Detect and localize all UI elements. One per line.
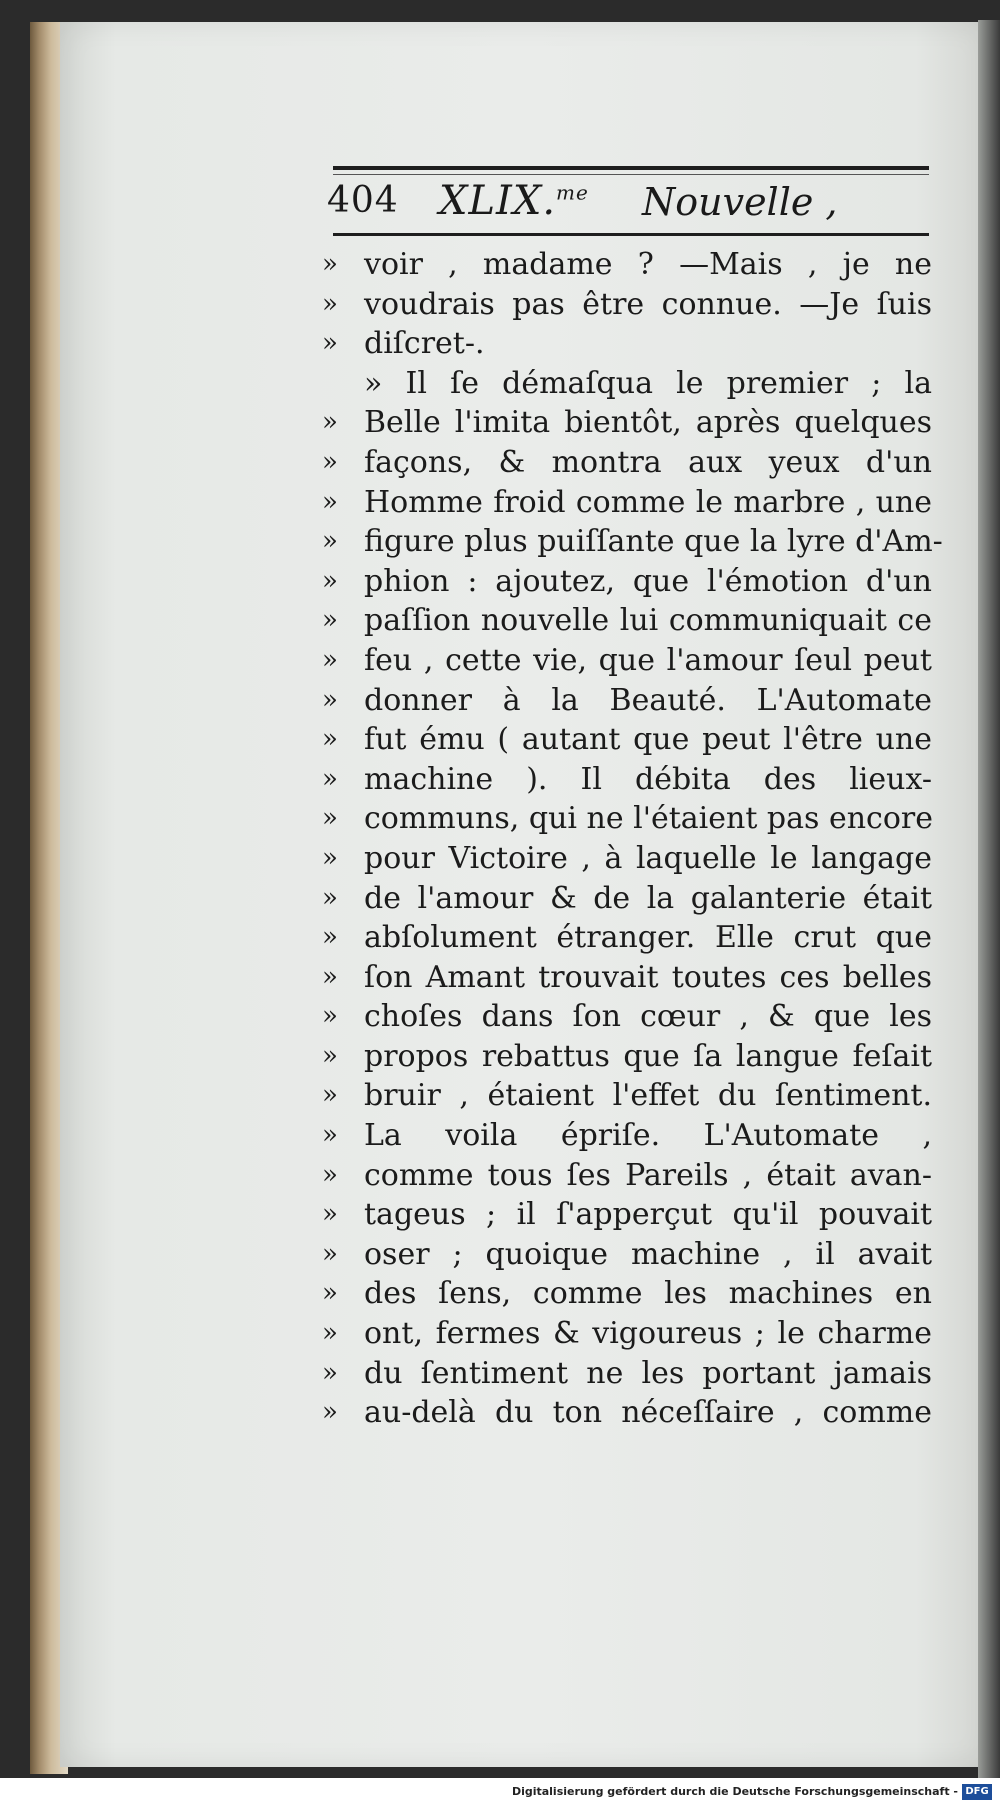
line-text: au-delà du ton néceſſaire , comme xyxy=(364,1395,932,1431)
guillemet-marker: » xyxy=(322,1397,338,1428)
line-text: fut ému ( autant que peut l'être une xyxy=(364,722,932,758)
guillemet-marker: » xyxy=(322,1278,338,1309)
guillemet-marker: » xyxy=(322,1159,338,1190)
guillemet-marker: » xyxy=(322,1001,338,1032)
text-line xyxy=(322,720,932,760)
text-line xyxy=(322,601,932,641)
header-rule-top xyxy=(333,166,929,170)
text-line xyxy=(322,879,932,919)
text-line xyxy=(322,799,932,839)
guillemet-marker: » xyxy=(322,526,338,557)
line-text: feu , cette vie, que l'amour ſeul peut xyxy=(364,642,932,678)
guillemet-marker: » xyxy=(322,486,338,517)
line-text: communs, qui ne l'étaient pas encore xyxy=(364,801,933,837)
line-text: bruir , étaient l'effet du ſentiment. xyxy=(364,1078,932,1114)
guillemet-marker: » xyxy=(322,922,338,953)
guillemet-marker: » xyxy=(322,446,338,477)
guillemet-marker: » xyxy=(322,407,338,438)
text-line xyxy=(322,522,943,562)
text-line xyxy=(322,403,932,443)
text-line xyxy=(322,760,932,800)
text-line xyxy=(322,1274,932,1314)
text-line xyxy=(322,364,932,404)
guillemet-marker: » xyxy=(322,1080,338,1111)
line-text: La voila épriſe. L'Automate , xyxy=(364,1118,932,1154)
text-line xyxy=(322,245,932,285)
text-line xyxy=(322,1156,932,1196)
line-text: oser ; quoique machine , il avait xyxy=(364,1236,932,1272)
footer-bar xyxy=(0,1781,1000,1809)
text-line xyxy=(322,958,932,998)
text-line xyxy=(322,1314,932,1354)
line-text: » Il ſe démaſqua le premier ; la xyxy=(364,365,932,401)
guillemet-marker: » xyxy=(322,724,338,755)
guillemet-marker: » xyxy=(322,644,338,675)
text-line xyxy=(322,1393,932,1433)
guillemet-marker: » xyxy=(322,763,338,794)
guillemet-marker: » xyxy=(322,684,338,715)
body-text xyxy=(322,245,943,1433)
header-word: Nouvelle , xyxy=(642,180,838,224)
line-text: abſolument étranger. Elle crut que xyxy=(364,920,932,956)
guillemet-marker: » xyxy=(322,1357,338,1388)
line-text: façons, & montra aux yeux d'un xyxy=(364,444,932,480)
text-line xyxy=(322,285,932,325)
line-text: propos rebattus que ſa langue feſait xyxy=(364,1038,932,1074)
guillemet-marker: » xyxy=(322,328,338,359)
header-title-superscript: me xyxy=(556,180,589,205)
guillemet-marker: » xyxy=(322,565,338,596)
guillemet-marker: » xyxy=(322,961,338,992)
dfg-logo: DFG xyxy=(962,1784,992,1800)
guillemet-marker: » xyxy=(322,605,338,636)
text-line xyxy=(322,443,932,483)
header-title xyxy=(439,178,589,224)
line-text: ſon Amant trouvait toutes ces belles xyxy=(364,959,932,995)
guillemet-marker: » xyxy=(322,1318,338,1349)
guillemet-marker: » xyxy=(322,803,338,834)
line-text: tageus ; il ſ'apperçut qu'il pouvait xyxy=(364,1197,932,1233)
line-text: choſes dans ſon cœur , & que les xyxy=(364,999,932,1035)
line-text: de l'amour & de la galanterie était xyxy=(364,880,932,916)
text-line xyxy=(322,1076,932,1116)
guillemet-marker: » xyxy=(322,1120,338,1151)
text-line xyxy=(322,1116,932,1156)
page-gutter-shadow xyxy=(978,20,1000,1778)
text-line xyxy=(322,641,932,681)
guillemet-marker: » xyxy=(322,1199,338,1230)
line-text: figure plus puiſſante que la lyre d'Am- xyxy=(364,524,943,560)
text-line xyxy=(322,324,932,364)
text-line xyxy=(322,1354,932,1394)
text-line xyxy=(322,918,932,958)
running-header xyxy=(327,178,937,230)
text-line xyxy=(322,1037,932,1077)
guillemet-marker: » xyxy=(322,882,338,913)
guillemet-marker: » xyxy=(322,1040,338,1071)
text-line xyxy=(322,839,932,879)
line-text: des ſens, comme les machines en xyxy=(364,1276,932,1312)
text-line xyxy=(322,1235,932,1275)
text-line xyxy=(322,483,932,523)
line-text: voir , madame ? —Mais , je ne xyxy=(364,247,932,282)
text-line xyxy=(322,562,932,602)
line-text: comme tous ſes Pareils , était avan- xyxy=(364,1157,932,1193)
header-rule-thin xyxy=(333,174,929,175)
header-title-roman: XLIX. xyxy=(439,178,557,224)
header-rule-bottom xyxy=(333,233,929,236)
text-line xyxy=(322,1195,932,1235)
line-text: phion : ajoutez, que l'émotion d'un xyxy=(364,563,932,599)
text-line xyxy=(322,681,932,721)
guillemet-marker: » xyxy=(322,1238,338,1269)
guillemet-marker: » xyxy=(322,288,338,319)
line-text: ont, fermes & vigoureus ; le charme xyxy=(364,1316,932,1352)
footer-credit: Digitalisierung gefördert durch die Deutsche Forschungsgemeinschaft - xyxy=(511,1785,958,1798)
line-text: diſcret-. xyxy=(364,326,485,362)
line-text: Homme froid comme le marbre , une xyxy=(364,484,932,520)
guillemet-marker: » xyxy=(322,249,338,279)
line-text: Belle l'imita bientôt, après quelques xyxy=(364,405,932,441)
line-text: machine ). Il débita des lieux- xyxy=(364,761,932,797)
line-text: pour Victoire , à laquelle le langage xyxy=(364,840,932,876)
line-text: du ſentiment ne les portant jamais xyxy=(364,1355,932,1391)
line-text: donner à la Beauté. L'Automate xyxy=(364,682,932,718)
line-text: voudrais pas être connue. —Je ſuis xyxy=(364,286,932,322)
page-number: 404 xyxy=(327,180,399,221)
text-line xyxy=(322,997,932,1037)
guillemet-marker: » xyxy=(322,842,338,873)
line-text: paſſion nouvelle lui communiquait ce xyxy=(364,603,932,639)
